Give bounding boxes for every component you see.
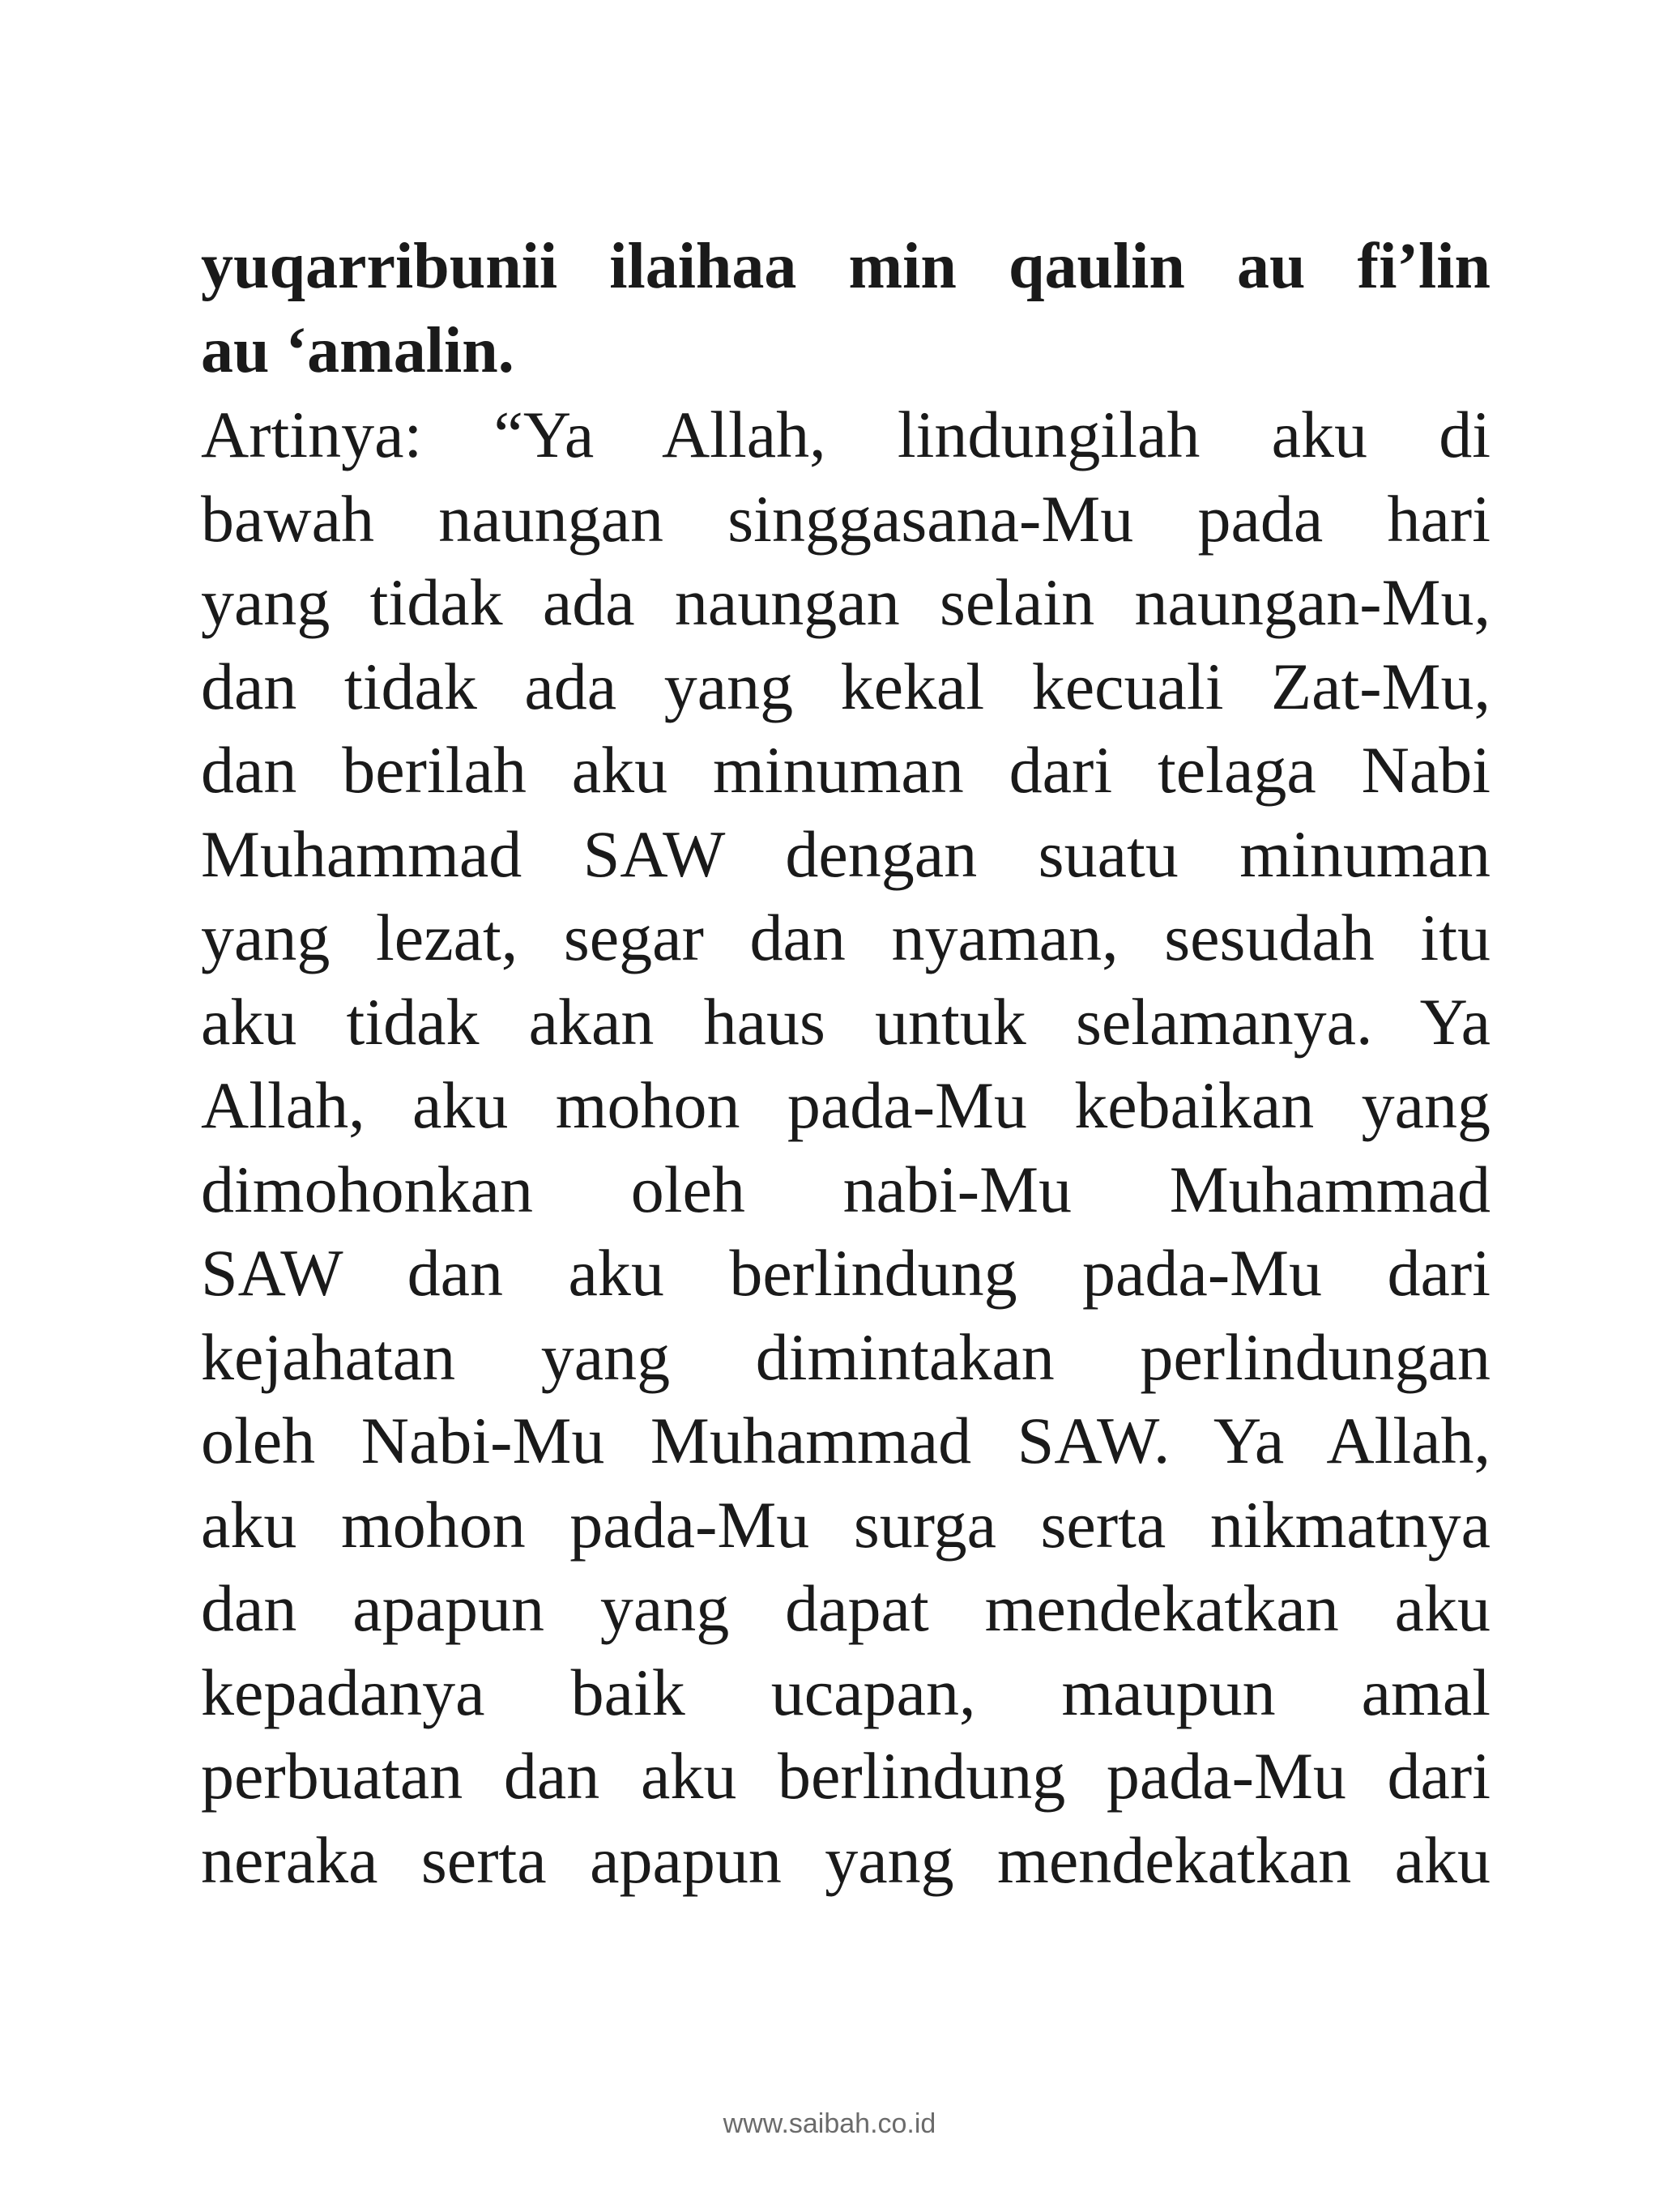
translation-line: aku mohon pada-Mu surga serta nikmatnya xyxy=(201,1487,1491,1562)
translation-line: SAW dan aku berlindung pada-Mu dari xyxy=(201,1236,1491,1310)
translation-line: Artinya: “Ya Allah, lindungilah aku di xyxy=(201,398,1491,471)
translation-line: oleh Nabi-Mu Muhammad SAW. Ya Allah, xyxy=(201,1404,1491,1477)
translation-line: kepadanya baik ucapan, maupun amal xyxy=(201,1655,1491,1729)
translation-line: neraka serta apapun yang mendekatkan aku xyxy=(201,1822,1491,1897)
translation-line: bawah naungan singgasana-Mu pada hari xyxy=(201,481,1491,556)
translation-line: yang lezat, segar dan nyaman, sesudah itu xyxy=(201,901,1491,974)
translation-line: kejahatan yang dimintakan perlindungan xyxy=(201,1319,1491,1394)
translation-line: Allah, aku mohon pada-Mu kebaikan yang xyxy=(201,1068,1491,1142)
translation-line: dan apapun yang dapat mendekatkan aku xyxy=(201,1571,1491,1645)
translation-line: aku tidak akan haus untuk selamanya. Ya xyxy=(201,984,1491,1059)
translation-line: dan berilah aku minuman dari telaga Nabi xyxy=(201,733,1491,807)
translation-line: dimohonkan oleh nabi-Mu Muhammad xyxy=(201,1152,1491,1226)
transliteration-line: yuqarribunii ilaihaa min qaulin au fi’lin xyxy=(201,231,1491,302)
translation-line: Muhammad SAW dengan suatu minuman xyxy=(201,816,1491,891)
translation-line: dan tidak ada yang kekal kecuali Zat-Mu, xyxy=(201,649,1491,723)
translation-line: perbuatan dan aku berlindung pada-Mu dari xyxy=(201,1739,1491,1813)
footer-website: www.saibah.co.id xyxy=(723,2108,936,2139)
transliteration-line: au ‘amalin. xyxy=(201,314,514,386)
prayer-text-block xyxy=(201,225,1491,1902)
translation-line: yang tidak ada naungan selain naungan-Mu, xyxy=(201,565,1491,639)
